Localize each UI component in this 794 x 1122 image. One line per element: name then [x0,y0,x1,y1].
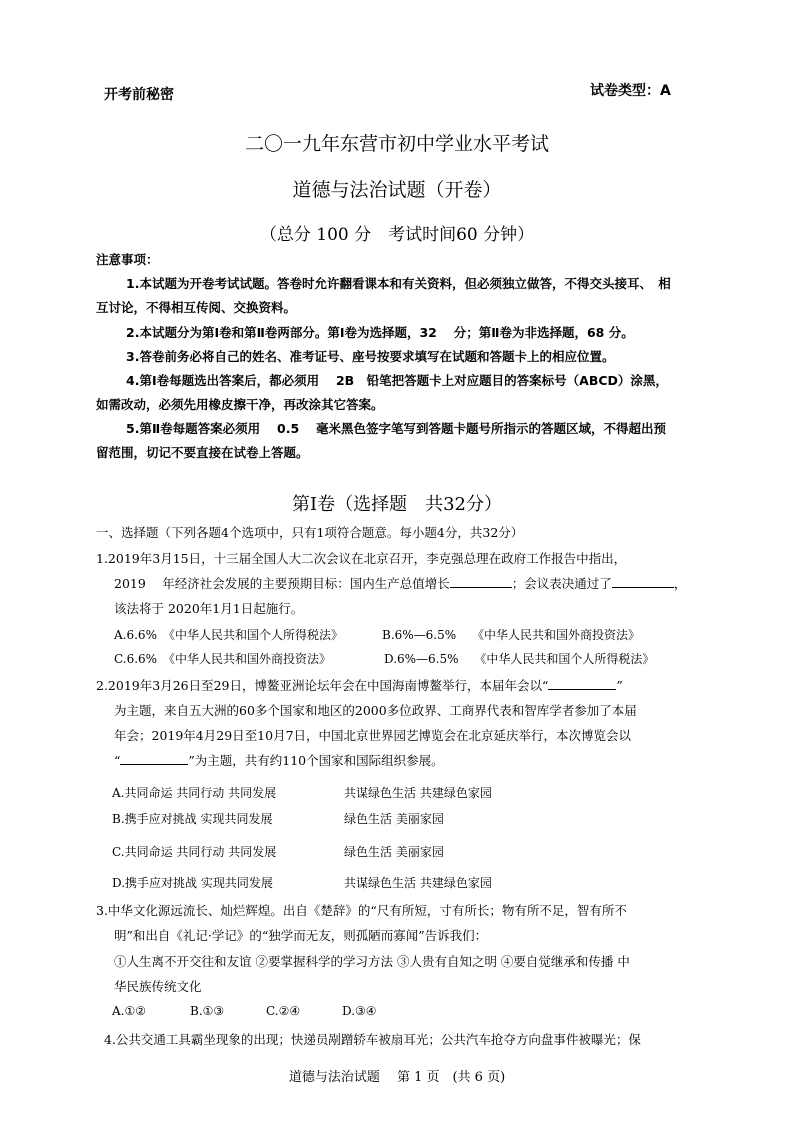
q1-blank-1 [450,575,512,588]
q1-line2-text-b: ；会议表决通过了 [511,576,612,591]
page-footer: 道德与法治试题 第 1 页 (共 6 页) [288,1070,506,1085]
score-time-info: （总分 100 分 考试时间60 分钟） [259,225,535,245]
q2-blank-1 [548,677,616,690]
q1-option-d: D.6%—6.5% 《中华人民共和国个人所得税法》 [384,652,655,666]
q2-line4-text: ”为主题，共有约110个国家和国际组织参展。 [188,753,444,768]
paper-type-label: 试卷类型：A [590,83,671,99]
q2-option-b-right: 绿色生活 美丽家园 [344,812,444,826]
q1-blank-2 [612,575,674,588]
q1-line2 [114,574,686,592]
notice-item-3: 3.答卷前务必将自己的姓名、准考证号、座号按要求填写在试题和答题卡上的相应位置。 [126,349,615,364]
subject-title: 道德与法治试题（开卷） [292,179,502,201]
q3-line2: 明”和出自《礼记·学记》的“独学而无友，则孤陋而寡闻”告诉我们： [114,928,488,943]
q2-option-d-left: D.携手应对挑战 实现共同发展 [112,876,273,890]
q1-option-c: C.6.6% 《中华人民共和国外商投资法》 [114,652,332,666]
notice-item-5: 5.第Ⅱ卷每题答案必须用 0.5 毫米黑色签字笔写到答题卡题号所指示的答题区域，不得超出预 [126,421,667,436]
q2-line1-end: ” [616,678,623,693]
q2-line3: 年会；2019年4月29日至10月7日，中国北京世界园艺博览会在北京延庆举行，本次博览会以 [114,728,632,743]
q1-line3: 该法将于 2020年1月1日起施行。 [114,601,304,616]
notice-item-4-cont: 如需改动，必须先用橡皮擦干净，再改涂其它答案。 [96,397,384,412]
q1-option-b: B.6%—6.5% 《中华人民共和国外商投资法》 [382,628,640,642]
confidential-label: 开考前秘密 [104,87,174,103]
q3-option-b: B.①③ [190,1004,225,1018]
q1-option-a: A.6.6% 《中华人民共和国个人所得税法》 [114,628,343,642]
q2-line4 [114,751,444,769]
q2-line1-text: 2.2019年3月26日至29日，博鳌亚洲论坛年会在中国海南博鳌举行，本届年会以“ [96,678,549,693]
q1-line2-text-c: ， [673,576,687,591]
q4-line1: 4.公共交通工具霸坐现象的出现；快递员剐蹭轿车被扇耳光；公共汽车抢夺方向盘事件被曝光；保 [104,1032,641,1047]
notice-item-2: 2.本试题分为第Ⅰ卷和第Ⅱ卷两部分。第Ⅰ卷为选择题，32 分；第Ⅱ卷为非选择题，68 分。 [126,325,634,340]
notice-item-5-cont: 留范围，切记不要直接在试卷上答题。 [96,445,309,460]
q2-line1 [96,676,623,694]
q2-option-c-right: 绿色生活 美丽家园 [344,845,444,859]
q3-line3: ①人生离不开交往和友谊 ②要掌握科学的学习方法 ③人贵有自知之明 ④要自觉继承和传播 中 [114,954,630,969]
q3-line1: 3.中华文化源远流长、灿烂辉煌。出自《楚辞》的“尺有所短，寸有所长；物有所不足，智有所不 [96,903,627,918]
section-instruction: 一、选择题（下列各题4个选项中，只有1项符合题意。每小题4分，共32分） [96,525,524,540]
notice-item-1-cont: 互讨论，不得相互传阅、交换资料。 [96,300,297,315]
notice-item-1: 1.本试题为开卷考试试题。答卷时允许翻看课本和有关资料，但必须独立做答，不得交头接耳、 相 [126,276,671,291]
q2-option-d-right: 共谋绿色生活 共建绿色家园 [344,876,492,890]
q3-option-a: A.①② [112,1004,146,1018]
exam-title: 二〇一九年东营市初中学业水平考试 [244,133,549,155]
q2-option-a-right: 共谋绿色生活 共建绿色家园 [344,786,492,800]
q2-option-c-left: C.共同命运 共同行动 共同发展 [112,845,277,859]
q1-line1: 1.2019年3月15日，十三届全国人大二次会议在北京召开，李克强总理在政府工作报告中指出， [96,551,627,566]
section-title: 第Ⅰ卷（选择题 共32分） [291,494,502,515]
q2-blank-2 [120,752,188,765]
q3-option-c: C.②④ [266,1004,301,1018]
q1-line2-text: 2019 年经济社会发展的主要预期目标：国内生产总值增长 [114,576,450,591]
q2-line2: 为主题，来自五大洲的60多个国家和地区的2000多位政界、工商界代表和智库学者参加了本届 [114,703,637,718]
q2-option-b-left: B.携手应对挑战 实现共同发展 [112,812,273,826]
notice-heading: 注意事项： [96,252,159,267]
notice-item-4: 4.第Ⅰ卷每题选出答案后，都必须用 2B 铅笔把答题卡上对应题目的答案标号（ABCD）涂黑， [126,373,668,388]
q2-option-a-left: A.共同命运 共同行动 共同发展 [112,786,277,800]
q3-line4: 华民族传统文化 [114,979,202,994]
q2-line4-open: “ [114,753,121,768]
q3-option-d: D.③④ [342,1004,377,1018]
